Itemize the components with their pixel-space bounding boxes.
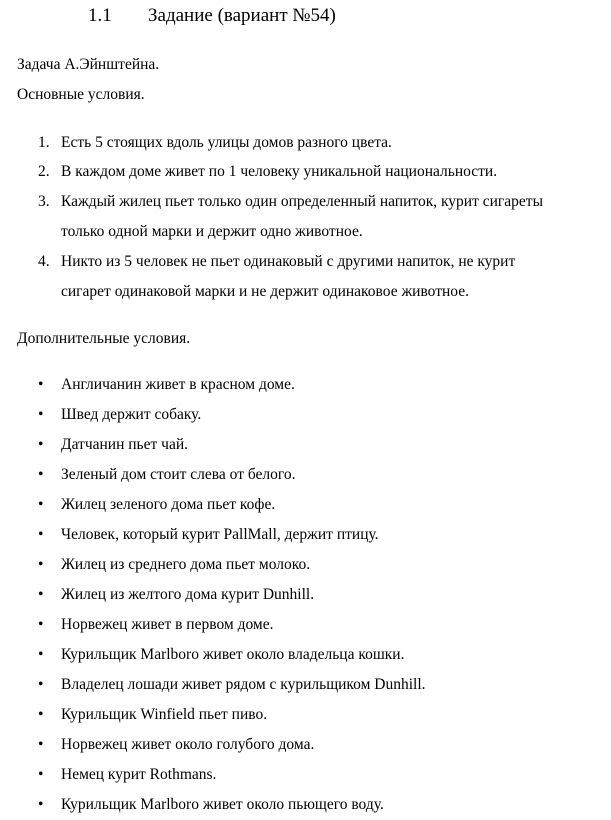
list-number: 3.	[38, 193, 50, 210]
list-item-text: Никто из 5 человек не пьет одинаковый с другими напиток, не курит	[61, 253, 516, 270]
bullet-marker: •	[38, 736, 44, 753]
bullet-item-text: Зеленый дом стоит слева от белого.	[61, 466, 296, 483]
bullet-item-text: Норвежец живет в первом доме.	[61, 616, 274, 633]
section-title: Задание (вариант №54)	[148, 5, 336, 26]
section-number: 1.1	[88, 5, 112, 26]
bullet-item-text: Жилец из желтого дома курит Dunhill.	[61, 586, 315, 603]
bullet-marker: •	[38, 406, 44, 423]
bullet-marker: •	[38, 496, 44, 513]
list-item-text: Каждый жилец пьет только один определенный напиток, курит сигареты	[61, 193, 543, 210]
bullet-item-text: Датчанин пьет чай.	[61, 436, 188, 453]
bullet-marker: •	[38, 796, 44, 813]
basic-conditions-title: Основные условия.	[17, 86, 145, 103]
list-item-text-continued: сигарет одинаковой марки и не держит одинаковое животное.	[61, 283, 469, 300]
bullet-item-text: Немец курит Rothmans.	[61, 766, 217, 783]
list-number: 1.	[38, 134, 50, 151]
bullet-marker: •	[38, 676, 44, 693]
bullet-marker: •	[38, 376, 44, 393]
bullet-item-text: Норвежец живет около голубого дома.	[61, 736, 315, 753]
bullet-item-text: Швед держит собаку.	[61, 406, 202, 423]
bullet-item-text: Владелец лошади живет рядом с курильщиком Dunhill.	[61, 676, 426, 693]
bullet-marker: •	[38, 646, 44, 663]
section-heading	[88, 4, 336, 28]
bullet-marker: •	[38, 766, 44, 783]
bullet-marker: •	[38, 586, 44, 603]
bullet-marker: •	[38, 466, 44, 483]
bullet-item-text: Курильщик Marlboro живет около пьющего воду.	[61, 796, 384, 813]
list-item-text: В каждом доме живет по 1 человеку уникальной национальности.	[61, 163, 498, 180]
bullet-marker: •	[38, 706, 44, 723]
bullet-marker: •	[38, 526, 44, 543]
bullet-marker: •	[38, 436, 44, 453]
list-number: 4.	[38, 253, 50, 270]
bullet-item-text: Человек, который курит PallMall, держит птицу.	[61, 526, 379, 543]
bullet-item-text: Жилец зеленого дома пьет кофе.	[61, 496, 276, 513]
list-item-text-continued: только одной марки и держит одно животное.	[61, 223, 363, 240]
additional-conditions-title: Дополнительные условия.	[17, 330, 191, 347]
bullet-marker: •	[38, 616, 44, 633]
bullet-item-text: Курильщик Winfield пьет пиво.	[61, 706, 268, 723]
list-number: 2.	[38, 163, 50, 180]
list-item-text: Есть 5 стоящих вдоль улицы домов разного цвета.	[61, 134, 392, 151]
task-title: Задача А.Эйнштейна.	[17, 56, 160, 73]
bullet-item-text: Жилец из среднего дома пьет молоко.	[61, 556, 311, 573]
bullet-item-text: Курильщик Marlboro живет около владельца кошки.	[61, 646, 405, 663]
bullet-marker: •	[38, 556, 44, 573]
bullet-item-text: Англичанин живет в красном доме.	[61, 376, 295, 393]
